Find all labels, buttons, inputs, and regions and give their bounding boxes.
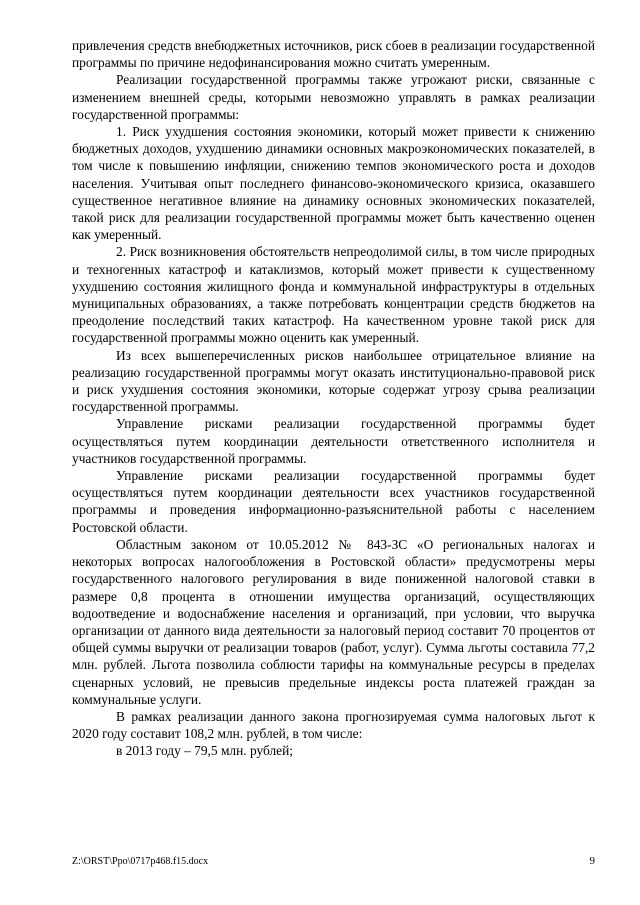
paragraph-continuation: привлечения средств внебюджетных источников, риск сбоев в реализации государственной программы по причине недофинансирования можно считать умеренным. (72, 38, 595, 71)
paragraph-economic-risk: 1. Риск ухудшения состояния экономики, который может привести к снижению бюджетных доходов, ухудшению динамики основных макроэкономических показателей, в том числе к повышению инфляции, снижению темпов экономического роста и доходов населения. Учитывая опыт последнего финансово-экономического кризиса, оказавшего существенное негативное влияние на динамику основных экономических показателей, такой риск для реализации государственной программы может быть качественно оценен как умеренный. (72, 124, 595, 243)
paragraph-risk-management-1: Управление рисками реализации государственной программы будет осуществляться путем координации деятельности ответственного исполнителя и участников государственной программы. (72, 416, 595, 466)
paragraph-year-2013: в 2013 году – 79,5 млн. рублей; (116, 743, 293, 759)
paragraph-regional-law: Областным законом от 10.05.2012 № 843-ЗС «О региональных налогах и некоторых вопросах налогообложения в Ростовской области» предусмотрены меры государственного налогового регулирования в виде пониженной налоговой ставки в размере 0,8 процента в отношении имущества организаций, осуществляющих водоотведение и водоснабжение населения и организаций, при условии, что выручка организации от данного вида деятельности за налоговый период составит 70 процентов от общей суммы выручки от реализации товаров (работ, услуг). Сумма льготы составила 77,2 млн. рублей. Льгота позволила соблюсти тарифы на коммунальные ресурсы в пределах сценарных условий, не превысив предельные индексы роста платежей граждан за коммунальные услуги. (72, 536, 595, 707)
document-body (72, 37, 595, 760)
paragraph-risk-management-2: Управление рисками реализации государственной программы будет осуществляться путем координации деятельности всех участников государственной программы и проведения информационно-разъяснительной работы с населением Ростовской области. (72, 468, 595, 535)
page-number: 9 (589, 855, 595, 867)
paragraph-tax-forecast: В рамках реализации данного закона прогнозируемая сумма налоговых льгот к 2020 году составит 108,2 млн. рублей, в том числе: (72, 708, 595, 742)
footer-file-path: Z:\ORST\Ppo\0717p468.f15.docx (72, 856, 209, 867)
paragraph-force-majeure-risk: 2. Риск возникновения обстоятельств непреодолимой силы, в том числе природных и техногенных катастроф и катаклизмов, который может привести к существенному ухудшению состояния жилищного фонда и коммунальной инфраструктуры в отдельных муниципальных образованиях, а также потребовать концентрации средств бюджетов на преодоление последствий таких катастроф. На качественном уровне такой риск для государственной программы можно оценить как умеренный. (72, 244, 595, 346)
paragraph-greatest-risks: Из всех вышеперечисленных рисков наибольшее отрицательное влияние на реализацию государственной программы могут оказать институционально-правовой риск и риск ухудшения состояния экономики, которые содержат угрозу срыва реализации государственной программы. (72, 347, 595, 415)
paragraph-external-risks: Реализации государственной программы также угрожают риски, связанные с изменением внешней среды, которыми невозможно управлять в рамках реализации государственной программы: (72, 72, 595, 122)
